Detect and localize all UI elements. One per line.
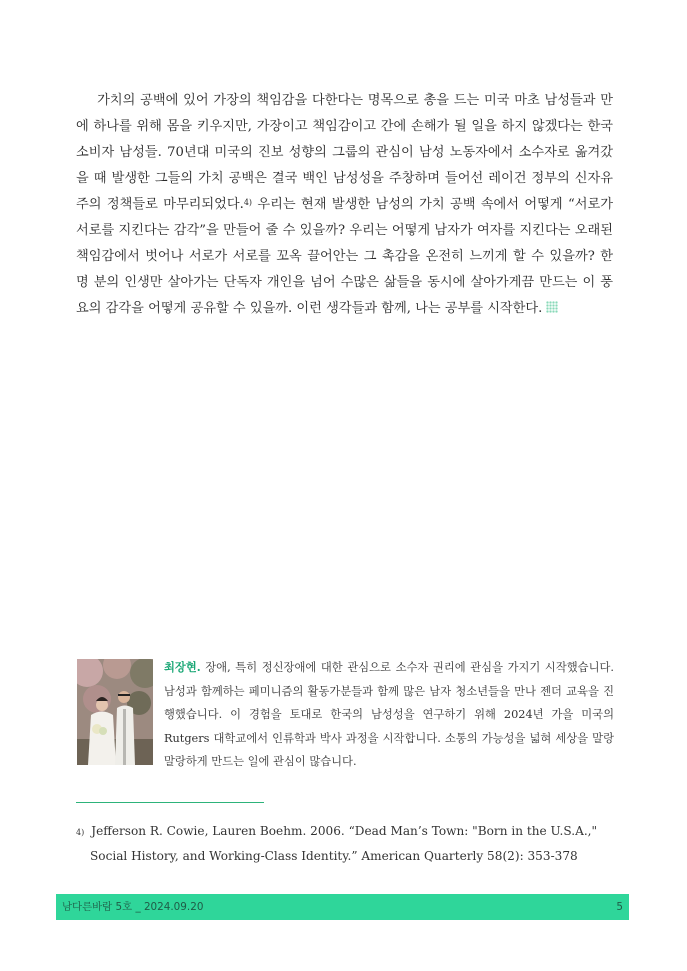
author-photo — [77, 659, 153, 765]
footnote-entry — [76, 819, 613, 869]
footnote-divider — [76, 802, 264, 803]
publication-info: 남다른바람 5호 _ 2024.09.20 — [62, 901, 204, 913]
author-name: 최장현. — [164, 660, 201, 674]
footnote-reference[interactable]: 4) — [243, 198, 253, 207]
end-mark-icon — [546, 301, 558, 313]
footnote-number: 4) — [76, 828, 85, 837]
body-paragraph — [76, 88, 613, 322]
author-bio — [164, 656, 614, 774]
paragraph-text-part-2: 우리는 현재 발생한 남성의 가치 공백 속에서 어떻게 “서로가 서로를 지킨다는 감각”을 만들어 줄 수 있을까? 우리는 어떻게 남자가 여자를 지킨다는 오래된 책임감에서 벗어나 서로가 서로를 꼬옥 끌어안는 그 촉감을 온전히 느끼게 할 수 있을까? 한 명 분의 인생만 살아가는 단독자 개인을 넘어 수많은 삶들을 동시에 살아가게끔 만드는 이 풍요의 감각을 어떻게 공유할 수 있을까. 이런 생각들과 함께, 나는 공부를 시작한다. — [76, 197, 613, 316]
paragraph-text-part-1: 가치의 공백에 있어 가장의 책임감을 다한다는 명목으로 총을 드는 미국 마초 남성들과 만에 하나를 위해 몸을 키우지만, 가장이고 책임감이고 간에 손해가 될 일을 하지 않겠다는 한국 소비자 남성들. 70년대 미국의 진보 성향의 그룹의 관심이 남성 노동자에서 소수자로 옮겨갔을 때 발생한 그들의 가치 공백은 결국 백인 남성성을 주창하며 들어선 레이건 정부의 신자유주의 정책들로 마무리되었다. — [76, 93, 613, 212]
author-bio-text: 장애, 특히 정신장애에 대한 관심으로 소수자 권리에 관심을 가지기 시작했습니다. 남성과 함께하는 페미니즘의 활동가분들과 함께 많은 남자 청소년들을 만나 젠더 교육을 진행했습니다. 이 경험을 토대로 한국의 남성성을 연구하기 위해 2024년 가을 미국의 Rutgers 대학교에서 인류학과 박사 과정을 시작합니다. 소통의 가능성을 넓혀 세상을 말랑말랑하게 만드는 일에 관심이 많습니다. — [164, 661, 614, 769]
footnote-text: Jefferson R. Cowie, Lauren Boehm. 2006. “Dead Man’s Town: "Born in the U.S.A.," Social History, and Working-Class Identity.” American Quarterly 58(2): 353-378 — [90, 824, 598, 863]
footnote — [76, 819, 613, 869]
body-text — [76, 88, 613, 322]
page-number: 5 — [616, 901, 623, 913]
page-footer — [56, 894, 629, 920]
